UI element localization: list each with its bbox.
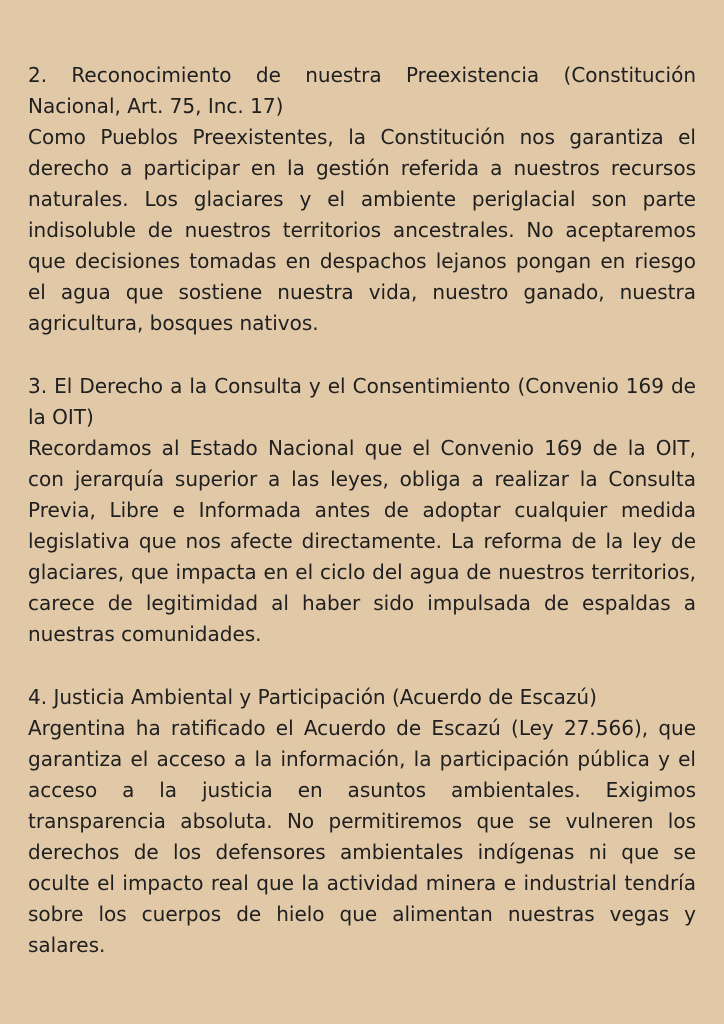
section-preexistencia (28, 60, 696, 339)
section-consulta (28, 371, 696, 650)
section-body: Como Pueblos Preexistentes, la Constitución nos garantiza el derecho a participar en la gestión referida a nuestros recursos naturales. Los glaciares y el ambiente periglacial son parte indisoluble de nuestros territorios ancestrales. No aceptaremos que decisiones tomadas en despachos lejanos pongan en riesgo el agua que sostiene nuestra vida, nuestro ganado, nuestra agricultura, bosques nativos. (28, 125, 696, 335)
section-title: 2. Reconocimiento de nuestra Preexistencia (Constitución Nacional, Art. 75, Inc. 17) (28, 63, 696, 118)
section-escazu (28, 682, 696, 961)
document-page (28, 60, 696, 993)
section-body: Argentina ha ratificado el Acuerdo de Escazú (Ley 27.566), que garantiza el acceso a la información, la participación pública y el acceso a la justicia en asuntos ambientales. Exigimos transparencia absoluta. No permitiremos que se vulneren los derechos de los defensores ambientales indígenas ni que se oculte el impacto real que la actividad minera e industrial tendría sobre los cuerpos de hielo que alimentan nuestras vegas y salares. (28, 716, 696, 957)
section-title: 4. Justicia Ambiental y Participación (Acuerdo de Escazú) (28, 685, 597, 709)
section-title: 3. El Derecho a la Consulta y el Consentimiento (Convenio 169 de la OIT) (28, 374, 696, 429)
section-body: Recordamos al Estado Nacional que el Convenio 169 de la OIT, con jerarquía superior a las leyes, obliga a realizar la Consulta Previa, Libre e Informada antes de adoptar cualquier medida legislativa que nos afecte directamente. La reforma de la ley de glaciares, que impacta en el ciclo del agua de nuestros territorios, carece de legitimidad al haber sido impulsada de espaldas a nuestras comunidades. (28, 436, 696, 646)
